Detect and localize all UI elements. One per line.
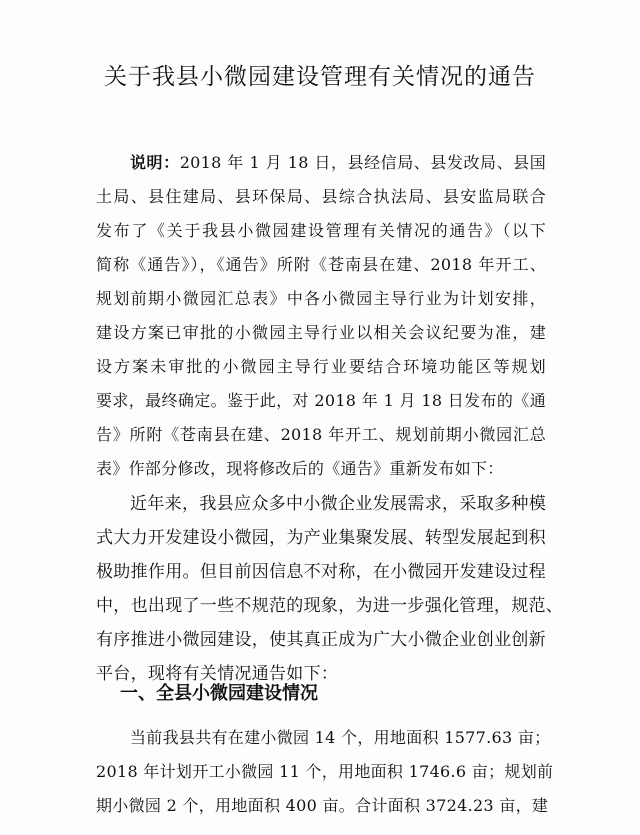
note-line: 土局、县住建局、县环保局、县综合执法局、县安监局联合 <box>96 187 546 206</box>
intro-line: 平台，现将有关情况通告如下： <box>96 664 339 684</box>
intro-line: 中，也出现了一些不规范的现象，为进一步强化管理，规范、 <box>96 596 564 616</box>
section1-paragraph <box>96 721 554 823</box>
note-label: 说明： <box>130 153 180 172</box>
note-line-text: 2018 年 1 月 18 日，县经信局、县发改局、县国 <box>179 153 546 172</box>
document-title: 关于我县小微园建设管理有关情况的通告 <box>104 64 536 90</box>
note-line: 规划前期小微园汇总表》中各小微园主导行业为计划安排， <box>96 289 546 308</box>
section1-line: 2018 年计划开工小微园 11 个，用地面积 1746.6 亩；规划前 <box>96 762 554 781</box>
note-line: 建设方案已审批的小微园主导行业以相关会议纪要为准，建 <box>96 323 546 342</box>
intro-line: 近年来，我县应众多中小微企业发展需求，采取多种模 <box>130 494 546 514</box>
section1-line: 期小微园 2 个，用地面积 400 亩。合计面积 3724.23 亩，建 <box>96 796 549 815</box>
note-line: 要求，最终确定。鉴于此，对 2018 年 1 月 18 日发布的《通 <box>96 391 546 410</box>
intro-line: 有序推进小微园建设，使其真正成为广大小微企业创业创新 <box>96 630 546 650</box>
note-line: 简称《通告》），《通告》所附《苍南县在建、2018 年开工、 <box>96 255 546 274</box>
section1-line: 当前我县共有在建小微园 14 个，用地面积 1577.63 亩； <box>130 728 551 747</box>
intro-line: 式大力开发建设小微园，为产业集聚发展、转型发展起到积 <box>96 528 546 548</box>
note-line: 告》所附《苍南县在建、2018 年开工、规划前期小微园汇总 <box>96 425 546 444</box>
section-heading: 一、全县小微园建设情况 <box>120 683 318 704</box>
intro-line: 极助推作用。但目前因信息不对称，在小微园开发建设过程 <box>96 562 546 582</box>
intro-paragraph <box>96 487 564 691</box>
note-line: 设方案未审批的小微园主导行业要结合环境功能区等规划 <box>96 357 546 376</box>
note-line <box>96 146 546 180</box>
note-line: 表》作部分修改，现将修改后的《通告》重新发布如下： <box>96 459 504 478</box>
note-paragraph <box>96 146 546 486</box>
note-line: 发布了《关于我县小微园建设管理有关情况的通告》（以下 <box>96 221 546 240</box>
